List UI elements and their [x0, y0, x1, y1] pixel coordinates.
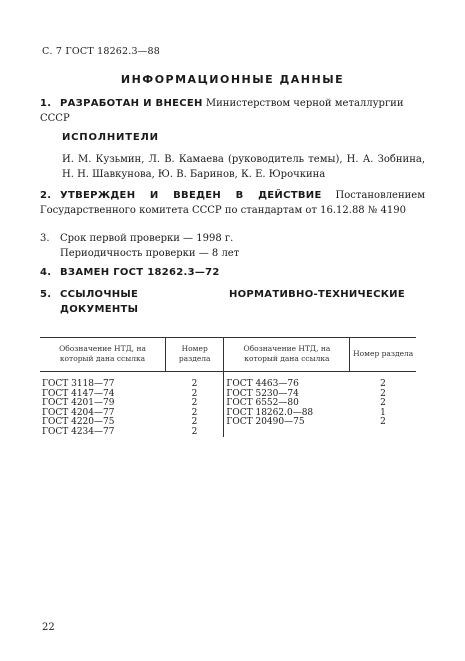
page-number: 22 [42, 622, 55, 633]
section-1-text: Министерством черной металлургии СССР [40, 98, 404, 124]
table-cell-document [224, 428, 350, 438]
table-row [40, 372, 416, 390]
section-1-lead: РАЗРАБОТАН И ВНЕСЕН [60, 98, 203, 109]
table-cell-document: ГОСТ 3118—77 [42, 379, 115, 389]
table-cell-document: ГОСТ 4201—79 [42, 398, 115, 408]
table-cell-document: ГОСТ 18262.0—88 [226, 407, 314, 418]
table-cell-document: ГОСТ 4220—75 [42, 417, 115, 427]
section-5 [40, 287, 425, 317]
section-3-number: 3. [40, 233, 50, 244]
section-5-lead: ССЫЛОЧНЫЕ НОРМАТИВНО-ТЕХНИЧЕСКИЕ ДОКУМЕНТЫ [60, 289, 405, 315]
table-cell-document: ГОСТ 5230—74 [226, 388, 299, 399]
page-title: ИНФОРМАЦИОННЫЕ ДАННЫЕ [120, 73, 345, 86]
table-header-section: Номер раздела [350, 338, 416, 372]
section-2-lead: УТВЕРЖДЕН И ВВЕДЕН В ДЕЙСТВИЕ [60, 190, 322, 201]
performers-text: И. М. Кузьмин, Л. В. Камаева (руководитель темы), Н. А. Зобнина, Н. Н. Шавкунова, Ю. В. Баринов, К. Е. Юрочкина [62, 154, 425, 180]
section-4-number: 4. [40, 267, 52, 278]
section-4 [40, 265, 425, 280]
table-cell-document: ГОСТ 4463—76 [226, 379, 299, 389]
table-cell-section: 2 [166, 409, 224, 419]
section-2-text: Постановлением Государственного комитета СССР по стандартам от 16.12.88 № 4190 [40, 190, 425, 216]
table-cell-section: 2 [166, 399, 224, 409]
section-1 [40, 96, 425, 126]
table-cell-section: 2 [380, 388, 386, 399]
references-table [40, 337, 416, 437]
table-header-document: Обозначение НТД, на который дана ссылка [40, 338, 166, 372]
table-cell-document: ГОСТ 4234—77 [42, 426, 115, 437]
table-header-document: Обозначение НТД, на который дана ссылка [224, 338, 350, 372]
performers-heading: ИСПОЛНИТЕЛИ [62, 132, 159, 143]
page-header: С. 7 ГОСТ 18262.3—88 [42, 46, 160, 57]
table-cell-section: 1 [380, 407, 386, 418]
table-cell-section: 2 [166, 428, 224, 438]
section-2-number: 2. [40, 190, 52, 201]
table-cell-document: ГОСТ 20490—75 [226, 417, 305, 427]
section-5-number: 5. [40, 289, 52, 300]
table-header-section: Номер раздела [166, 338, 224, 372]
table-cell-section: 2 [166, 418, 224, 428]
table-cell-section: 2 [166, 372, 224, 390]
table-cell-document: ГОСТ 4147—74 [42, 388, 115, 399]
section-3-line-1: Срок первой проверки — 1998 г. [60, 233, 234, 244]
table-row [40, 428, 416, 438]
section-3-line-2: Периодичность проверки — 8 лет [60, 248, 240, 259]
table-cell-section [350, 428, 416, 438]
table-cell-section: 2 [380, 417, 386, 427]
section-1-number: 1. [40, 98, 52, 109]
section-3 [40, 231, 425, 261]
table-cell-section: 2 [380, 398, 386, 408]
table-cell-section: 2 [380, 379, 386, 389]
table-cell-document: ГОСТ 4204—77 [42, 407, 115, 418]
table-header-row [40, 338, 416, 372]
section-2 [40, 188, 425, 218]
table-cell-document: ГОСТ 6552—80 [226, 398, 299, 408]
section-4-lead: ВЗАМЕН ГОСТ 18262.3—72 [60, 267, 220, 278]
table-cell-section: 2 [166, 390, 224, 400]
